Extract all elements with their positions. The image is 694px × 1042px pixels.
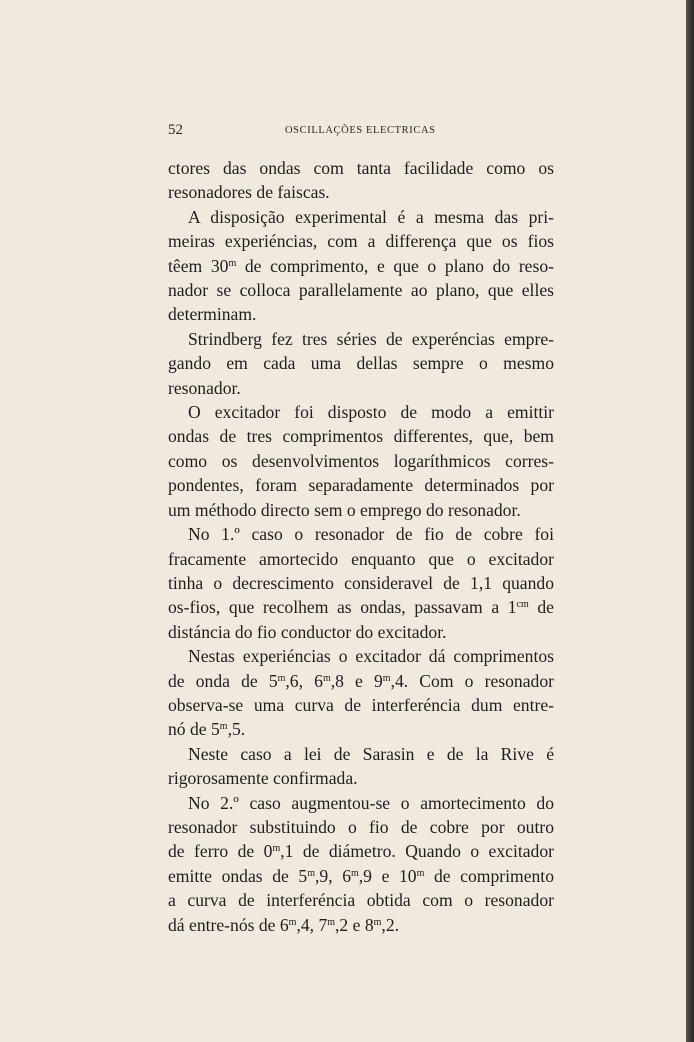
text-run: de (528, 597, 554, 618)
text-run: resonadores de faiscas. (168, 182, 330, 203)
superscript-unit: m (272, 843, 281, 855)
superscript-unit: m (307, 867, 315, 879)
page-edge (686, 0, 694, 1042)
paragraph (168, 327, 554, 400)
text-run: ,5. (227, 719, 246, 740)
text-run: rigorosamente confirmada. (168, 768, 358, 789)
text-run: de ferro de 0 (168, 841, 273, 862)
text-line (168, 180, 554, 204)
text-line (168, 913, 554, 937)
superscript-unit: m (382, 672, 391, 684)
text-run: têem 30 (168, 255, 229, 276)
text-line (168, 864, 554, 888)
text-run: O excitador foi disposto de modo a emittir (188, 402, 554, 423)
text-run: dá entre-nós de 6 (168, 914, 289, 935)
text-line (168, 595, 554, 619)
text-run: distáncia do fio conductor do excitador. (168, 621, 447, 642)
text-line (168, 669, 554, 693)
text-line (168, 449, 554, 473)
text-line (168, 400, 554, 424)
text-line (168, 839, 554, 863)
text-run: emitte ondas de 5 (168, 865, 308, 886)
text-run: pondentes, foram separadamente determinados por (168, 475, 554, 496)
text-run: os-fios, que recolhem as ondas, passavam a 1 (168, 597, 517, 618)
superscript-unit: m (416, 867, 425, 879)
text-line (168, 424, 554, 448)
text-line (168, 717, 554, 741)
superscript-unit: m (288, 916, 297, 928)
text-line (168, 766, 554, 790)
page-number: 52 (168, 122, 183, 138)
text-line (168, 571, 554, 595)
superscript-unit: m (373, 916, 382, 928)
text-line (168, 376, 554, 400)
text-run: tinha o decrescimento consideravel de 1,1 quando (168, 572, 554, 593)
paragraph (168, 205, 554, 327)
text-run: No 2.º caso augmentou-se o amortecimento do (188, 792, 554, 813)
text-line (168, 693, 554, 717)
text-line (168, 278, 554, 302)
text-line (168, 205, 554, 229)
text-run: de onda de 5 (168, 670, 278, 691)
paragraph (168, 400, 554, 522)
text-run: ,9 e 10 (358, 865, 417, 886)
text-run: ctores das ondas com tanta facilidade como os (168, 158, 554, 178)
text-line (168, 498, 554, 522)
text-run: ,6, 6 (285, 670, 323, 691)
superscript-unit: m (327, 916, 336, 928)
text-line (168, 156, 554, 180)
text-run: de comprimento (424, 865, 554, 886)
text-line (168, 302, 554, 326)
body-text (168, 156, 554, 937)
text-run: resonador substituindo o fio de cobre por outro (168, 816, 554, 837)
text-line (168, 815, 554, 839)
paragraph (168, 522, 554, 644)
text-line (168, 791, 554, 815)
superscript-unit: cm (516, 599, 529, 611)
paragraph (168, 742, 554, 791)
superscript-unit: m (219, 721, 228, 733)
text-run: ,4, 7 (296, 914, 328, 935)
paragraph (168, 156, 554, 205)
text-run: Neste caso a lei de Sarasin e de la Rive é (188, 743, 554, 764)
text-line (168, 351, 554, 375)
text-line (168, 742, 554, 766)
text-run: ondas de tres comprimentos differentes, que, bem (168, 426, 554, 447)
text-run: Nestas experiéncias o excitador dá comprimentos (188, 646, 554, 667)
text-run: ,8 e 9 (330, 670, 383, 691)
text-run: ,4. Com o resonador (390, 670, 554, 691)
superscript-unit: m (228, 257, 237, 269)
text-run: como os desenvolvimentos logaríthmicos corres- (168, 450, 554, 471)
text-run: ,2 e 8 (335, 914, 374, 935)
text-line (168, 620, 554, 644)
text-run: A disposição experimental é a mesma das pri- (188, 206, 554, 227)
text-run: nador se colloca parallelamente ao plano, que elles (168, 280, 554, 301)
text-run: determinam. (168, 304, 257, 325)
text-run: Strindberg fez tres séries de experéncias empre- (188, 328, 554, 349)
text-run: nó de 5 (168, 719, 220, 740)
text-run: ,9, 6 (315, 865, 351, 886)
superscript-unit: m (277, 672, 286, 684)
superscript-unit: m (351, 867, 359, 879)
running-title: OSCILLAÇÕES ELECTRICAS (285, 125, 436, 136)
text-run: fracamente amortecido enquanto que o excitador (168, 548, 554, 569)
text-run: um méthodo directo sem o emprego do resonador. (168, 499, 521, 520)
text-run: a curva de interferéncia obtida com o resonador (168, 890, 554, 911)
page-header (168, 122, 554, 142)
text-line (168, 888, 554, 912)
text-run: No 1.º caso o resonador de fio de cobre foi (188, 524, 554, 545)
text-run: meiras experiéncias, com a differença que os fios (168, 231, 554, 252)
text-line (168, 522, 554, 546)
paragraph (168, 644, 554, 742)
text-line (168, 229, 554, 253)
text-run: resonador. (168, 377, 241, 398)
text-line (168, 327, 554, 351)
superscript-unit: m (322, 672, 331, 684)
text-run: observa-se uma curva de interferéncia dum entre- (168, 694, 554, 715)
text-line (168, 473, 554, 497)
text-run: ,1 de diámetro. Quando o excitador (280, 841, 554, 862)
text-line (168, 547, 554, 571)
text-run: de comprimento, e que o plano do reso- (236, 255, 554, 276)
paragraph (168, 791, 554, 937)
text-line (168, 254, 554, 278)
text-run: gando em cada uma dellas sempre o mesmo (168, 353, 554, 374)
text-run: ,2. (381, 914, 400, 935)
text-line (168, 644, 554, 668)
